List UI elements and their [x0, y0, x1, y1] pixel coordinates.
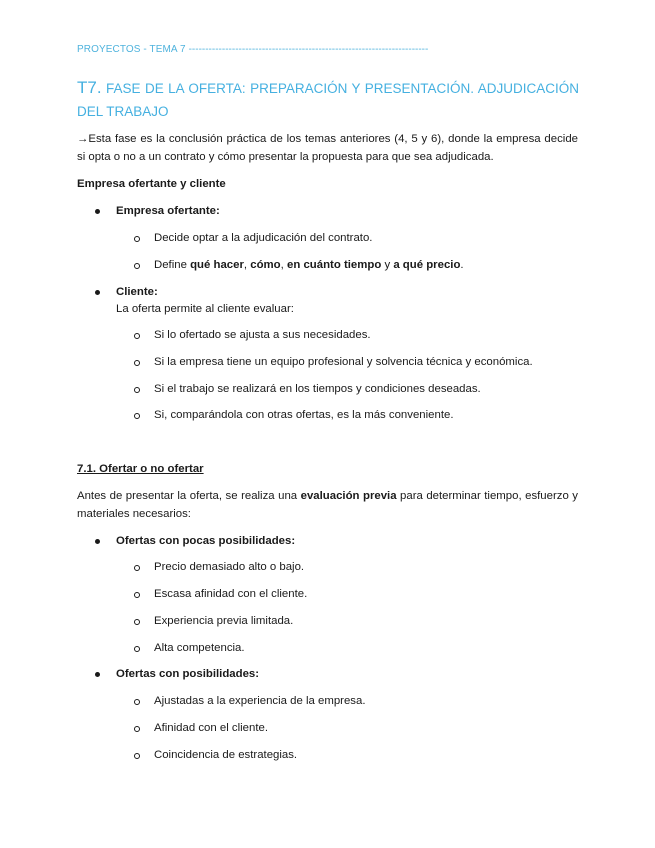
bold-part: en cuánto tiempo: [286, 259, 382, 271]
text-part: para determinar tiempo, esfuerzo y materiales necesarios:: [77, 490, 578, 520]
bullet-circle-icon: [134, 592, 140, 598]
bullet-label: Cliente:: [116, 286, 158, 298]
list-item-text: Si el trabajo se realizará en los tiempos y condiciones deseadas.: [154, 383, 481, 395]
text-part: Define: [154, 259, 191, 271]
bullet-circle-icon: [134, 236, 140, 242]
bold-part: qué hacer: [190, 259, 244, 271]
bullet-dot-icon: [95, 290, 100, 295]
header-rule: ------------------------------------------------------------------------: [188, 44, 429, 55]
list-item-text: [154, 256, 464, 274]
text-part: ,: [243, 259, 251, 271]
bullet-circle-icon: [134, 360, 140, 366]
list-item-text: Ajustadas a la experiencia de la empresa.: [154, 695, 366, 707]
list-item-text: Escasa afinidad con el cliente.: [154, 588, 308, 600]
bullet-label: Ofertas con pocas posibilidades:: [116, 535, 296, 547]
text-part: .: [460, 259, 464, 271]
text-part: Antes de presentar la oferta, se realiza una: [77, 490, 301, 502]
list-item-text: Si, comparándola con otras ofertas, es la más conveniente.: [154, 409, 454, 421]
list-item-text: Alta competencia.: [154, 642, 245, 654]
list-item-text: Decide optar a la adjudicación del contrato.: [154, 232, 373, 244]
intro-text: Esta fase es la conclusión práctica de los temas anteriores (4, 5 y 6), donde la empresa decide si opta o no a un contrato y cómo presentar la propuesta para que sea adjudicada.: [77, 133, 578, 163]
chapter-title: [77, 76, 579, 123]
chapter-number: T7.: [77, 78, 102, 97]
bullet-circle-icon: [134, 413, 140, 419]
chapter-title-text: FASE DE LA OFERTA: PREPARACIÓN Y PRESENTACIÓN. ADJUDICACIÓN DEL TRABAJO: [77, 81, 579, 119]
bullet-circle-icon: [134, 263, 140, 269]
bullet-dot-icon: [95, 539, 100, 544]
bullet-dot-icon: [95, 672, 100, 677]
list-item-text: Si la empresa tiene un equipo profesional y solvencia técnica y económica.: [154, 356, 533, 368]
bold-part: cómo: [250, 259, 281, 271]
bullet-circle-icon: [134, 753, 140, 759]
bullet-circle-icon: [134, 333, 140, 339]
section1-heading: Empresa ofertante y cliente: [77, 178, 226, 190]
bullet-circle-icon: [134, 387, 140, 393]
section2-intro: [77, 487, 578, 523]
list-item-text: Experiencia previa limitada.: [154, 615, 294, 627]
bold-part: a qué precio: [393, 259, 461, 271]
page-header: [77, 44, 577, 55]
cliente-intro: La oferta permite al cliente evaluar:: [116, 303, 294, 315]
text-part: ,: [280, 259, 287, 271]
bullet-label: Empresa ofertante:: [116, 205, 220, 217]
bullet-circle-icon: [134, 646, 140, 652]
bullet-label: Ofertas con posibilidades:: [116, 668, 260, 680]
list-item-text: Coincidencia de estrategias.: [154, 749, 298, 761]
bullet-circle-icon: [134, 699, 140, 705]
bullet-dot-icon: [95, 209, 100, 214]
bullet-circle-icon: [134, 726, 140, 732]
bullet-circle-icon: [134, 619, 140, 625]
list-item-text: Precio demasiado alto o bajo.: [154, 561, 305, 573]
section2-heading: 7.1. Ofertar o no ofertar: [77, 463, 204, 475]
header-label: PROYECTOS - TEMA 7: [77, 44, 186, 55]
arrow-icon: →: [77, 133, 89, 145]
bullet-circle-icon: [134, 565, 140, 571]
intro-paragraph: [77, 130, 578, 166]
bold-part: evaluación previa: [300, 490, 397, 502]
list-item-text: Afinidad con el cliente.: [154, 722, 268, 734]
list-item-text: Si lo ofertado se ajusta a sus necesidades.: [154, 329, 371, 341]
text-part: y: [381, 259, 394, 271]
